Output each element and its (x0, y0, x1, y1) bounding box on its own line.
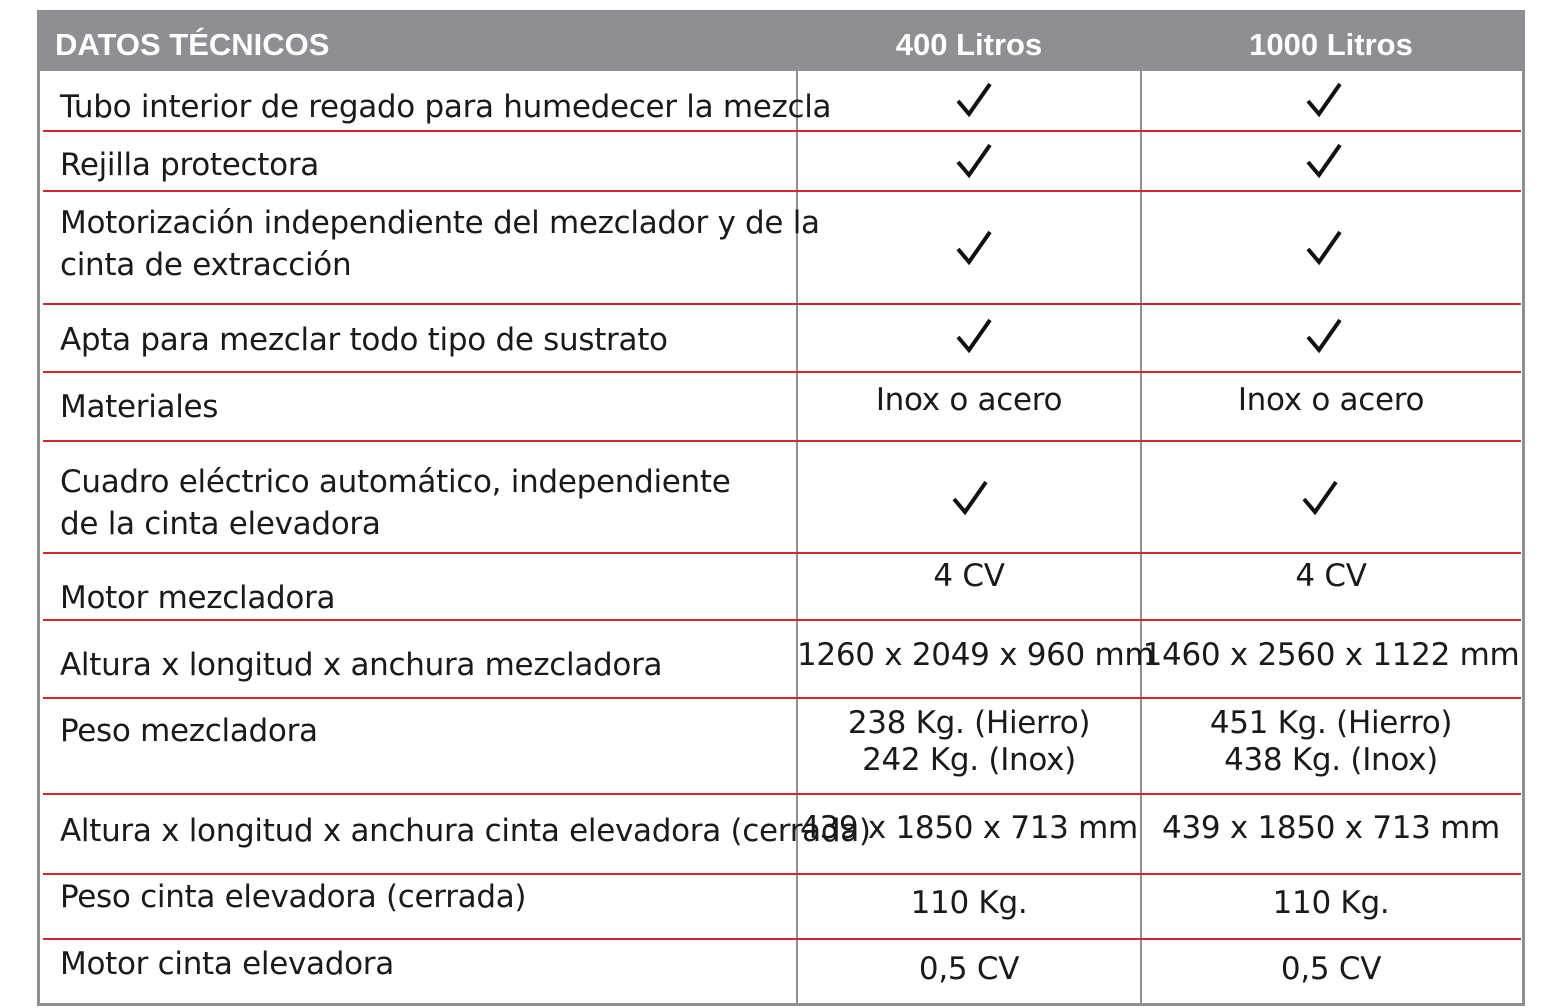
row-label-riego: Tubo interior de regado para humedecer la mezcla (60, 89, 832, 125)
check-icon (950, 479, 990, 519)
value-peso-mezcladora-1000-hierro: 451 Kg. (Hierro) (1209, 705, 1453, 741)
header-col-1000: 1000 Litros (1249, 27, 1413, 62)
check-icon (954, 229, 994, 269)
row-divider (43, 440, 1521, 442)
row-label-cuadro-2: de la cinta elevadora (60, 506, 381, 542)
value-motor-cinta-400: 0,5 CV (918, 951, 1020, 987)
value-motor-cinta-1000: 0,5 CV (1280, 951, 1382, 987)
value-materiales-1000: Inox o acero (1237, 382, 1425, 418)
check-icon (1304, 317, 1344, 357)
row-label-rejilla: Rejilla protectora (60, 147, 319, 183)
value-materiales-400: Inox o acero (875, 382, 1063, 418)
row-label-cuadro-1: Cuadro eléctrico automático, independiente (60, 464, 731, 500)
row-divider (43, 552, 1521, 554)
value-peso-mezcladora-400-hierro: 238 Kg. (Hierro) (847, 705, 1091, 741)
row-label-dimensiones-cinta: Altura x longitud x anchura cinta elevadora (cerrada) (60, 813, 871, 849)
check-icon (1304, 229, 1344, 269)
row-label-materiales: Materiales (60, 389, 219, 425)
row-label-motor-mezcladora: Motor mezcladora (60, 580, 336, 616)
value-motor-mezcladora-400: 4 CV (933, 558, 1005, 594)
row-divider (43, 873, 1521, 875)
value-peso-mezcladora-1000-inox: 438 Kg. (Inox) (1224, 742, 1438, 778)
value-motor-mezcladora-1000: 4 CV (1295, 558, 1367, 594)
row-divider (43, 190, 1521, 192)
row-divider (43, 619, 1521, 621)
value-dimensiones-mezcladora-1000: 1460 x 2560 x 1122 mm (1142, 637, 1520, 673)
row-label-peso-cinta: Peso cinta elevadora (cerrada) (60, 879, 527, 915)
row-label-peso-mezcladora: Peso mezcladora (60, 713, 318, 749)
spec-table (37, 10, 1525, 1006)
table-header (40, 13, 1522, 71)
row-label-motor-cinta: Motor cinta elevadora (60, 946, 394, 982)
value-dimensiones-cinta-400: 439 x 1850 x 713 mm (800, 810, 1138, 846)
header-title: DATOS TÉCNICOS (55, 27, 330, 62)
check-icon (954, 317, 994, 357)
column-divider (1140, 71, 1142, 1006)
row-divider (43, 938, 1521, 940)
value-dimensiones-mezcladora-400: 1260 x 2049 x 960 mm (797, 637, 1155, 673)
row-label-sustrato: Apta para mezclar todo tipo de sustrato (60, 322, 668, 358)
row-divider (43, 371, 1521, 373)
value-peso-cinta-1000: 110 Kg. (1272, 885, 1390, 921)
header-col-400: 400 Litros (895, 27, 1043, 62)
row-divider (43, 793, 1521, 795)
value-peso-mezcladora-400-inox: 242 Kg. (Inox) (862, 742, 1076, 778)
row-divider (43, 130, 1521, 132)
row-divider (43, 303, 1521, 305)
value-peso-cinta-400: 110 Kg. (910, 885, 1028, 921)
row-label-motorizacion-2: cinta de extracción (60, 247, 352, 283)
row-label-motorizacion-1: Motorización independiente del mezclador y de la (60, 205, 820, 241)
check-icon (1300, 479, 1340, 519)
row-divider (43, 697, 1521, 699)
check-icon (954, 142, 994, 182)
value-dimensiones-cinta-1000: 439 x 1850 x 713 mm (1162, 810, 1500, 846)
check-icon (1304, 81, 1344, 121)
check-icon (954, 81, 994, 121)
check-icon (1304, 142, 1344, 182)
row-label-dimensiones-mezcladora: Altura x longitud x anchura mezcladora (60, 647, 663, 683)
